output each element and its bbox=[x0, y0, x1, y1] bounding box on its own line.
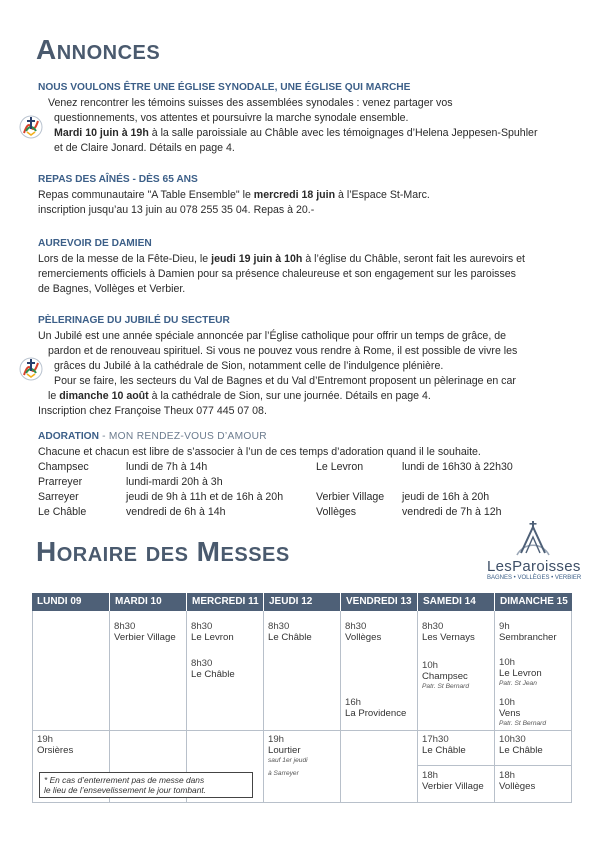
adoration-title bbox=[38, 429, 567, 444]
adoration-place: Prarreyer bbox=[38, 476, 83, 488]
damien-title: AUREVOIR DE DAMIEN bbox=[38, 238, 152, 249]
day-header-mardi: MARDI 10 bbox=[110, 593, 186, 611]
damien-text-1 bbox=[38, 252, 567, 267]
damien-text-1c: à l’église du Châble, seront fait les aurevoirs et bbox=[302, 253, 525, 265]
mass-place: Champsec bbox=[422, 671, 468, 682]
grid-line bbox=[340, 611, 341, 803]
mass-time: 17h30 bbox=[422, 734, 449, 745]
adoration-place: Le Châble bbox=[38, 506, 87, 518]
adoration-place: Vollèges bbox=[316, 506, 357, 518]
adoration-time: lundi de 16h30 à 22h30 bbox=[402, 461, 513, 473]
jubile-date: dimanche 10 août bbox=[59, 390, 149, 402]
mass-entry bbox=[422, 621, 475, 643]
mass-time: 19h bbox=[37, 734, 54, 745]
brand-logo bbox=[487, 519, 582, 585]
adoration-time: jeudi de 9h à 11h et de 16h à 20h bbox=[126, 491, 284, 503]
mass-entry bbox=[499, 770, 535, 792]
mass-time: 10h bbox=[499, 657, 516, 668]
adoration-title-main: ADORATION bbox=[38, 431, 99, 442]
jubile-announcement bbox=[38, 313, 567, 419]
mass-time: 8h30 bbox=[268, 621, 290, 632]
damien-announcement bbox=[38, 236, 567, 297]
aines-text-1a: Repas communautaire "A Table Ensemble" le bbox=[38, 189, 254, 201]
brand-name bbox=[487, 558, 579, 575]
synode-text-3-rest: à la salle paroissiale au Châble avec les témoignages d’Helena Jeppesen-Spuhler bbox=[148, 127, 538, 139]
mass-time: 19h bbox=[268, 734, 285, 745]
mass-entry bbox=[345, 621, 381, 643]
synode-text-2: questionnements, vos attentes et poursuivre la marche synodale ensemble. bbox=[54, 112, 409, 124]
aines-title: REPAS DES AÎNÉS - DÈS 65 ANS bbox=[38, 174, 198, 185]
day-header-mercredi: MERCREDI 11 bbox=[187, 593, 263, 611]
adoration-section bbox=[38, 429, 567, 520]
jubile-text-5 bbox=[38, 389, 567, 404]
mass-entry bbox=[268, 621, 312, 643]
day-header-jeudi: JEUDI 12 bbox=[264, 593, 340, 611]
mass-time: 16h bbox=[345, 697, 362, 708]
synode-date: Mardi 10 juin à 19h bbox=[54, 127, 149, 139]
grid-line bbox=[32, 802, 572, 803]
mass-place: Les Vernays bbox=[422, 632, 475, 643]
adoration-place: Verbier Village bbox=[316, 491, 385, 503]
mass-place: Le Châble bbox=[268, 632, 312, 643]
mass-place: La Providence bbox=[345, 708, 407, 719]
brand-name-paroisses: Paroisses bbox=[512, 558, 581, 575]
jubile-text-2: pardon et de renouveau spirituel. Si vous ne pouvez vous rendre à Rome, il est possible de vivre les bbox=[48, 345, 518, 357]
adoration-time bbox=[402, 475, 567, 490]
jubile-text-5a: le bbox=[48, 390, 60, 402]
adoration-intro: Chacune et chacun est libre de s’associer à l’un de ces temps d’adoration quand il le souhaite. bbox=[38, 446, 481, 458]
mass-note: sauf 1er jeudi bbox=[268, 757, 308, 764]
mass-entry bbox=[499, 734, 543, 756]
adoration-table bbox=[38, 460, 567, 520]
funeral-footnote bbox=[39, 772, 253, 798]
mass-entry bbox=[422, 660, 469, 691]
aines-date: mercredi 18 juin bbox=[253, 189, 336, 201]
church-logo-icon bbox=[511, 519, 555, 559]
adoration-time: lundi de 7h à 14h bbox=[126, 461, 208, 473]
schedule-title: Horaire des Messes bbox=[36, 536, 290, 567]
adoration-time: lundi-mardi 20h à 3h bbox=[126, 476, 223, 488]
mass-place: Sembrancher bbox=[499, 632, 557, 643]
day-header-samedi: SAMEDI 14 bbox=[418, 593, 494, 611]
day-header-vendredi: VENDREDI 13 bbox=[341, 593, 417, 611]
footnote-line: * En cas d’enterrement pas de messe dans bbox=[44, 775, 205, 785]
aines-announcement bbox=[38, 172, 567, 218]
jubile-text-1: Un Jubilé est une année spéciale annoncée par l’Église catholique pour offrir un temps de grâce, de bbox=[38, 330, 506, 342]
synode-text-4: et de Claire Jonard. Détails en page 4. bbox=[54, 142, 235, 154]
mass-entry bbox=[268, 734, 308, 778]
jubile-title: PÈLERINAGE DU JUBILÉ DU SECTEUR bbox=[38, 315, 230, 326]
grid-line bbox=[571, 611, 572, 803]
mass-time: 8h30 bbox=[345, 621, 367, 632]
mass-time: 18h bbox=[422, 770, 439, 781]
synode-announcement bbox=[38, 80, 567, 156]
synode-text-1: Venez rencontrer les témoins suisses des assemblées synodales : venez partager vos bbox=[48, 97, 453, 109]
mass-place: Verbier Village bbox=[422, 781, 484, 792]
brand-tagline: BAGNES • VOLLÈGES • VERBIER bbox=[487, 575, 582, 581]
adoration-place: Sarreyer bbox=[38, 491, 79, 503]
mass-time: 9h bbox=[499, 621, 510, 632]
adoration-place bbox=[316, 475, 402, 490]
damien-text-2: remerciements officiels à Damien pour sa présence chaleureuse et son engagement sur les paroisses bbox=[38, 268, 516, 280]
page-title: Annonces bbox=[36, 34, 161, 65]
day-header-dimanche: DIMANCHE 15 bbox=[495, 593, 572, 611]
grid-line bbox=[417, 611, 418, 803]
grid-line bbox=[494, 611, 495, 803]
day-header-lundi: LUNDI 09 bbox=[32, 593, 109, 611]
adoration-time: vendredi de 7h à 12h bbox=[402, 506, 502, 518]
damien-text-1a: Lors de la messe de la Fête-Dieu, le bbox=[38, 253, 212, 265]
adoration-time: jeudi de 16h à 20h bbox=[402, 491, 490, 503]
jubile-text-3: grâces du Jubilé à la cathédrale de Sion, notamment celle de l’indulgence plénière. bbox=[54, 360, 444, 372]
adoration-place: Le Levron bbox=[316, 461, 364, 473]
mass-entry bbox=[499, 697, 546, 728]
jubilee-logo-icon bbox=[18, 113, 44, 141]
mass-entry bbox=[499, 657, 542, 688]
mass-place: Vollèges bbox=[345, 632, 382, 643]
mass-time: 8h30 bbox=[191, 658, 213, 669]
aines-text-2: inscription jusqu’au 13 juin au 078 255 35 04. Repas à 20.- bbox=[38, 204, 315, 216]
mass-time: 10h bbox=[422, 660, 439, 671]
damien-text-3: de Bagnes, Vollèges et Verbier. bbox=[38, 283, 186, 295]
adoration-place: Champsec bbox=[38, 461, 89, 473]
brand-name-les: Les bbox=[487, 558, 513, 575]
jubile-text-4: Pour se faire, les secteurs du Val de Bagnes et du Val d’Entremont proposent un pèlerinage en car bbox=[54, 375, 516, 387]
mass-time: 8h30 bbox=[422, 621, 444, 632]
mass-time: 8h30 bbox=[191, 621, 213, 632]
mass-entry bbox=[191, 621, 234, 643]
mass-note: Patr. St Jean bbox=[499, 680, 537, 687]
grid-line bbox=[32, 611, 33, 803]
mass-place: Le Châble bbox=[191, 669, 235, 680]
mass-place: Orsières bbox=[37, 745, 74, 756]
mass-place: Verbier Village bbox=[114, 632, 176, 643]
mass-entry bbox=[114, 621, 176, 643]
mass-place: Lourtier bbox=[268, 745, 301, 756]
jubile-text-5c: à la cathédrale de Sion, sur une journée. Détails en page 4. bbox=[148, 390, 431, 402]
grid-line bbox=[417, 765, 572, 766]
mass-note: Patr. St Bernard bbox=[422, 683, 470, 690]
synode-title: NOUS VOULONS ÊTRE UNE ÉGLISE SYNODALE, UNE ÉGLISE QUI MARCHE bbox=[38, 82, 411, 93]
mass-time: 10h bbox=[499, 697, 516, 708]
mass-entry bbox=[422, 734, 466, 756]
mass-entry bbox=[345, 697, 406, 719]
mass-entry bbox=[422, 770, 484, 792]
footnote-line: le lieu de l’ensevelissement le jour tombant. bbox=[44, 785, 207, 795]
adoration-time: vendredi de 6h à 14h bbox=[126, 506, 226, 518]
mass-place: Le Levron bbox=[191, 632, 234, 643]
mass-place: Vens bbox=[499, 708, 521, 719]
mass-entry bbox=[191, 658, 235, 680]
mass-note: Patr. St Bernard bbox=[499, 720, 547, 727]
aines-text-1c: à l’Espace St-Marc. bbox=[335, 189, 430, 201]
mass-schedule-table bbox=[32, 593, 572, 803]
mass-entry bbox=[37, 734, 73, 756]
aines-text-1 bbox=[38, 188, 567, 203]
jubilee-logo-icon bbox=[18, 355, 44, 383]
mass-time: 8h30 bbox=[114, 621, 136, 632]
grid-line bbox=[263, 611, 264, 803]
synode-text-3 bbox=[38, 126, 567, 141]
adoration-subtitle: - MON RENDEZ-VOUS D’AMOUR bbox=[98, 431, 267, 442]
damien-date: jeudi 19 juin à 10h bbox=[211, 253, 303, 265]
mass-place: Le Châble bbox=[499, 745, 543, 756]
mass-place: Le Levron bbox=[499, 668, 542, 679]
mass-note: à Sarreyer bbox=[268, 770, 299, 777]
mass-entry bbox=[499, 621, 557, 643]
mass-time: 10h30 bbox=[499, 734, 526, 745]
grid-line bbox=[32, 730, 572, 731]
jubile-text-6: Inscription chez Françoise Theux 077 445 07 08. bbox=[38, 405, 267, 417]
mass-place: Le Châble bbox=[422, 745, 466, 756]
mass-time: 18h bbox=[499, 770, 516, 781]
mass-place: Vollèges bbox=[499, 781, 536, 792]
